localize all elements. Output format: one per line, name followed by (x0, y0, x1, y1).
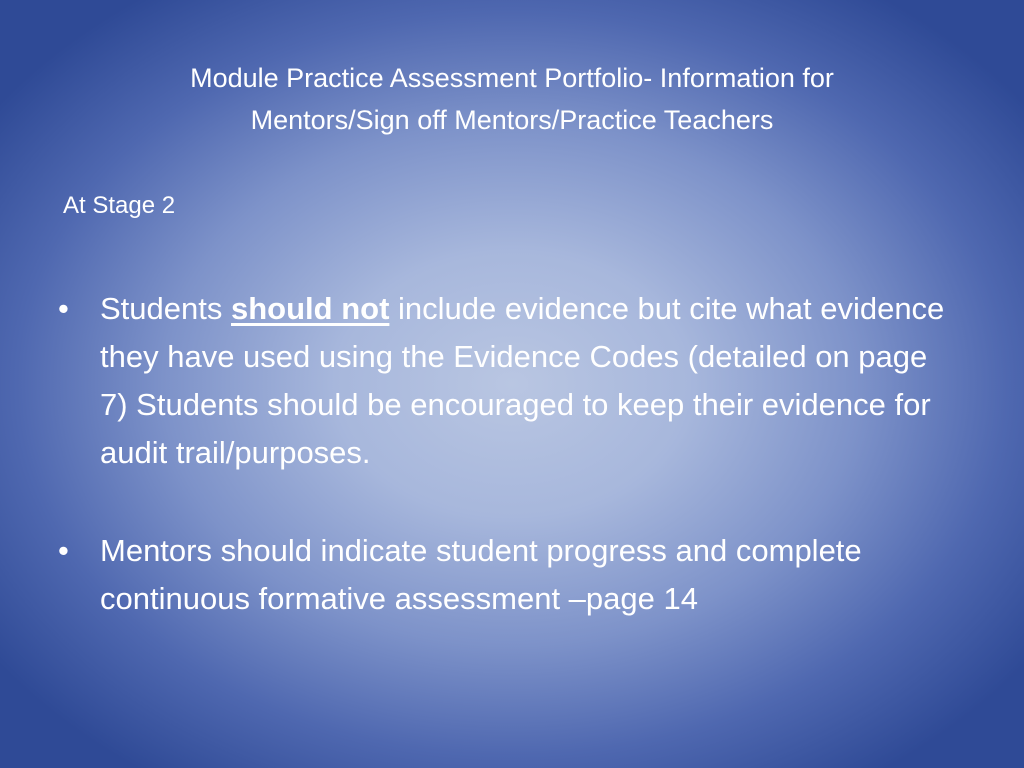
title-line-1: Module Practice Assessment Portfolio- Information for (190, 63, 834, 93)
slide-title (100, 57, 924, 141)
bullet-list (58, 285, 958, 673)
bullet-item-evidence (58, 285, 958, 477)
bullet-item-mentors (58, 527, 958, 623)
bullet-text-start: Students (100, 291, 231, 326)
bullet-text-end: include evidence but cite what evidence they have used using the Evidence Codes (detailed on page 7) Students should be encouraged to keep their evidence for audit trail/purposes. (100, 291, 945, 470)
title-line-2: Mentors/Sign off Mentors/Practice Teachers (250, 105, 774, 135)
bullet-text: Mentors should indicate student progress and complete continuous formative assessment –page 14 (100, 533, 862, 616)
stage-heading: At Stage 2 (63, 192, 176, 219)
emphasis-text: should not (230, 291, 390, 326)
bullet-icon: • (58, 291, 69, 326)
bullet-icon: • (58, 533, 69, 568)
